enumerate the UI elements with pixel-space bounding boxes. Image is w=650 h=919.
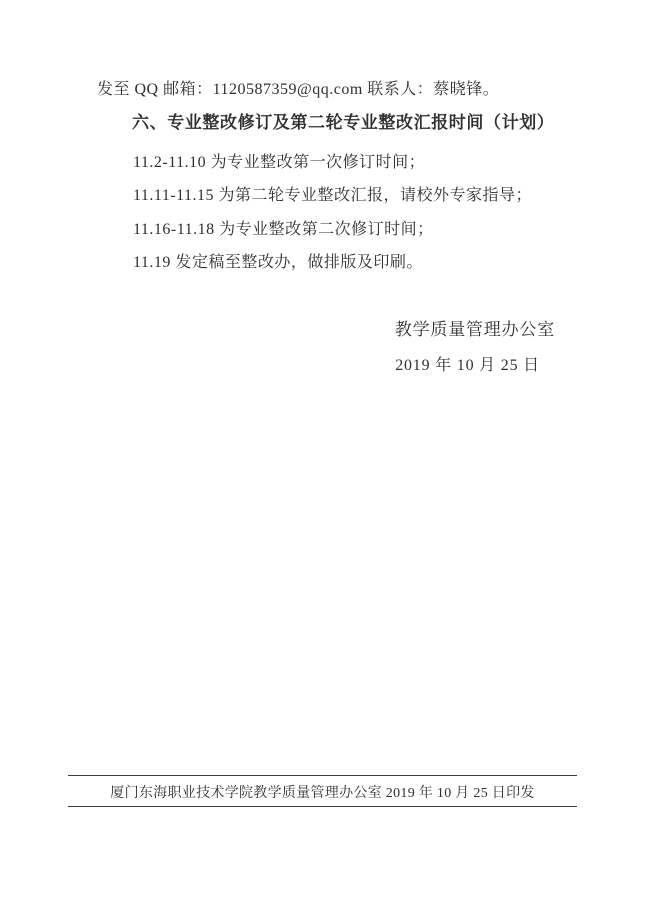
section-heading: 六、专业整改修订及第二轮专业整改汇报时间（计划）	[132, 113, 555, 132]
footer-imprint: 厦门东海职业技术学院教学质量管理办公室 2019 年 10 月 25 日印发	[110, 786, 535, 801]
schedule-item: 11.19 发定稿至整改办，做排版及印刷。	[133, 254, 423, 271]
signature-office: 教学质量管理办公室	[394, 320, 555, 339]
schedule-item: 11.16-11.18 为专业整改第二次修订时间；	[133, 221, 434, 238]
schedule-item: 11.2-11.10 为专业整改第一次修订时间；	[133, 154, 426, 171]
footer-top-rule	[68, 775, 577, 776]
signature-date: 2019 年 10 月 25 日	[395, 357, 540, 374]
footer-bottom-rule	[68, 806, 577, 807]
schedule-item: 11.11-11.15 为第二轮专业整改汇报，请校外专家指导；	[133, 187, 533, 204]
contact-line: 发至 QQ 邮箱：1120587359@qq.com 联系人：蔡晓锋。	[97, 81, 500, 98]
